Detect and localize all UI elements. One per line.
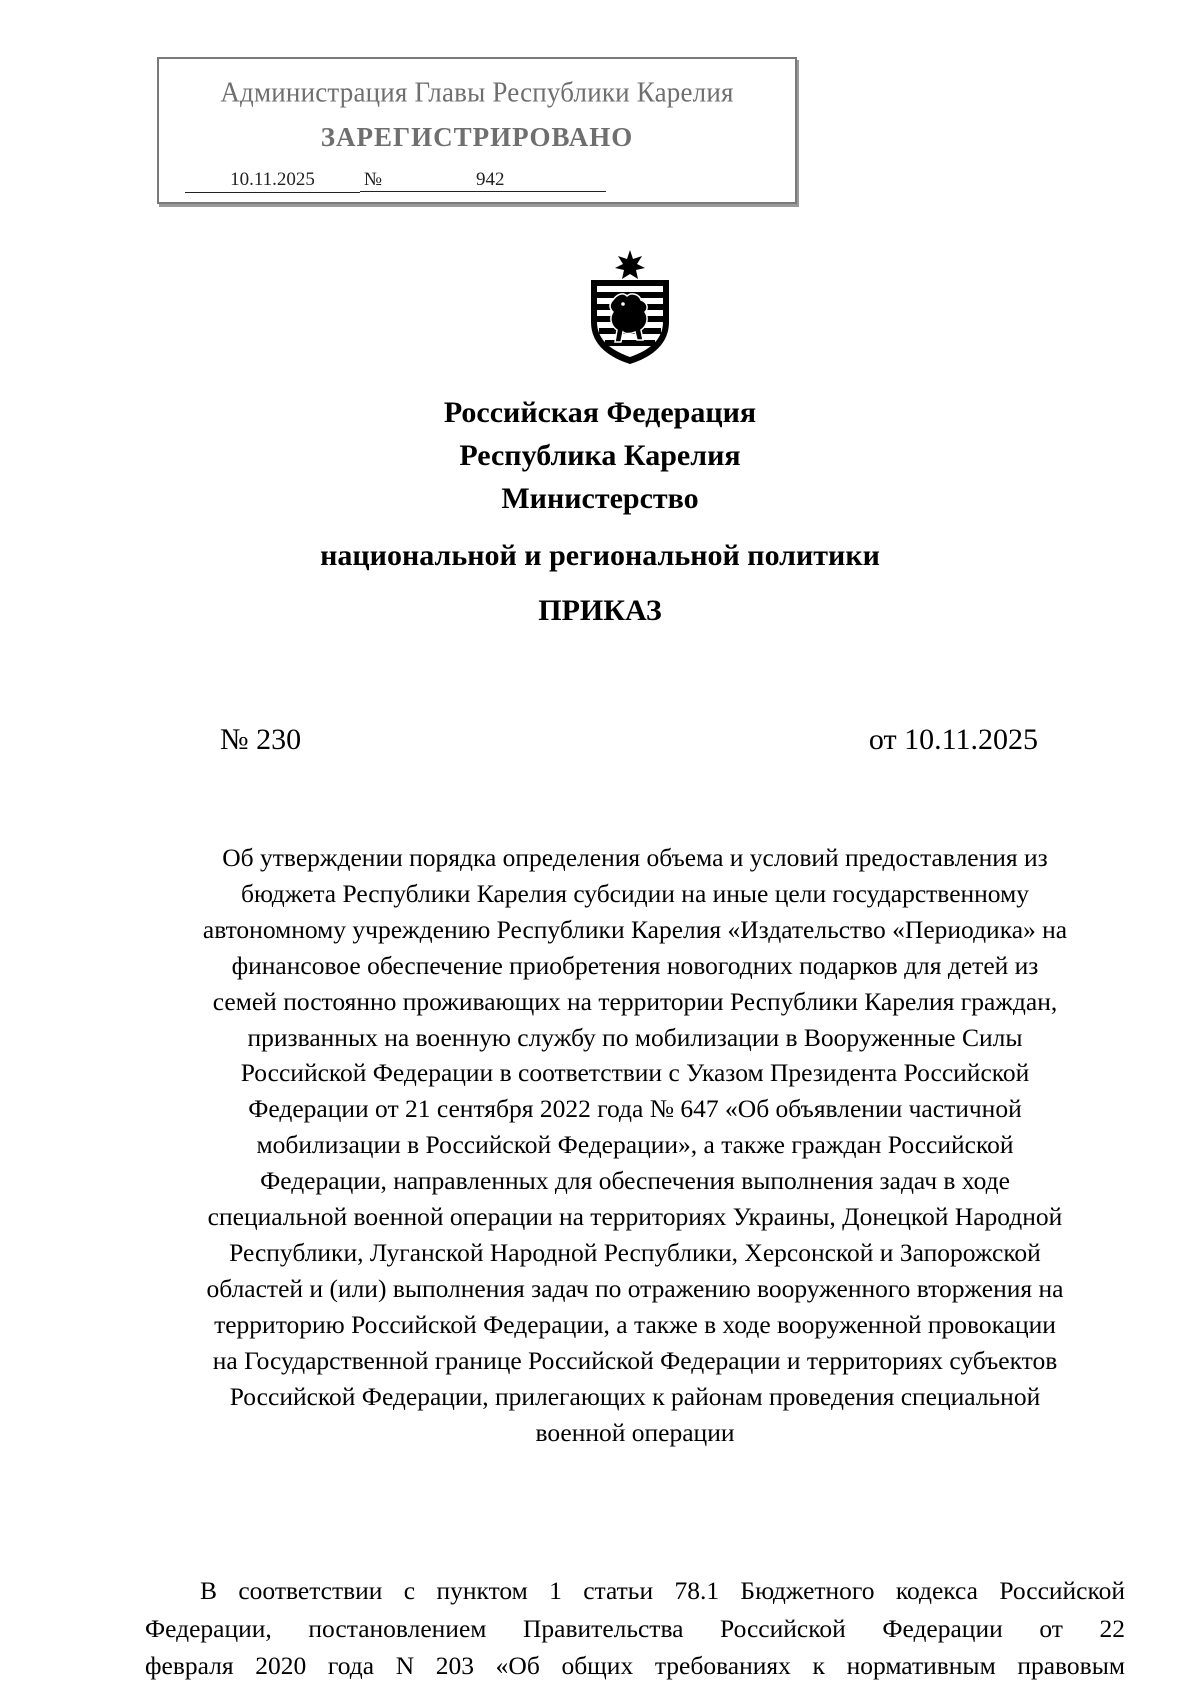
title-line: на Государственной границе Российской Федерации и территориях субъектов: [212, 1345, 1058, 1375]
title-line: мобилизации в Российской Федерации», а также граждан Российской: [256, 1130, 1014, 1160]
body-paragraph: [145, 1572, 1125, 1685]
ministry-heading: Министерство: [501, 482, 699, 515]
stamp-number-label: №: [360, 169, 386, 192]
title-line: Федерации от 21 сентября 2022 года № 647 «Об объявлении частичной: [248, 1094, 1022, 1124]
title-line: Российской Федерации, прилегающих к районам проведения специальной: [229, 1381, 1041, 1411]
title-line: областей и (или) выполнения задач по отражению вооруженного вторжения на: [206, 1273, 1064, 1303]
title-line: Федерации, направленных для обеспечения выполнения задач в ходе: [260, 1166, 1010, 1196]
stamp-number: 942: [386, 169, 606, 192]
title-line: Российской Федерации в соответствии с Указом Президента Российской: [240, 1058, 1030, 1088]
title-line: специальной военной операции на территориях Украины, Донецкой Народной: [207, 1202, 1063, 1232]
star-icon: [615, 250, 645, 279]
ministry-name-heading: национальной и региональной политики: [320, 539, 880, 572]
karelia-coat-of-arms-icon: [583, 250, 677, 365]
stamp-authority: Администрация Главы Республики Карелия: [220, 76, 734, 108]
title-line: финансовое обеспечение приобретения новогодних подарков для детей из: [231, 950, 1039, 980]
title-line: территорию Российской Федерации, а также в ходе вооруженной провокации: [214, 1309, 1056, 1339]
country-heading: Российская Федерация: [443, 396, 757, 429]
document-title: [140, 840, 1130, 1450]
title-line: Республики, Луганской Народной Республики, Херсонской и Запорожской: [229, 1237, 1041, 1267]
document-type: ПРИКАЗ: [538, 594, 662, 627]
stamp-date: 10.11.2025: [185, 169, 360, 193]
republic-heading: Республика Карелия: [459, 439, 741, 472]
order-number: № 230: [220, 723, 302, 756]
stamp-status: ЗАРЕГИСТРИРОВАНО: [320, 122, 634, 152]
title-line: призванных на военную службу по мобилизации в Вооруженные Силы: [247, 1022, 1023, 1052]
title-line: Об утверждении порядка определения объема и условий предоставления из: [222, 843, 1048, 872]
order-date: от 10.11.2025: [868, 723, 1038, 756]
body-line: В соответствии с пунктом 1 статьи 78.1 Бюджетного кодекса Российской: [200, 1576, 1125, 1605]
title-line: семей постоянно проживающих на территории Республики Карелия граждан,: [212, 986, 1058, 1016]
title-line: автономному учреждению Республики Карелия «Издательство «Периодика» на: [202, 914, 1068, 944]
title-line: бюджета Республики Карелия субсидии на иные цели государственному: [241, 878, 1029, 908]
registration-stamp: [157, 57, 797, 204]
body-line: Федерации, постановлением Правительства Российской Федерации от 22: [145, 1613, 1125, 1643]
title-line: военной операции: [535, 1417, 735, 1447]
body-line: февраля 2020 года N 203 «Об общих требованиях к нормативным правовым: [145, 1651, 1125, 1680]
